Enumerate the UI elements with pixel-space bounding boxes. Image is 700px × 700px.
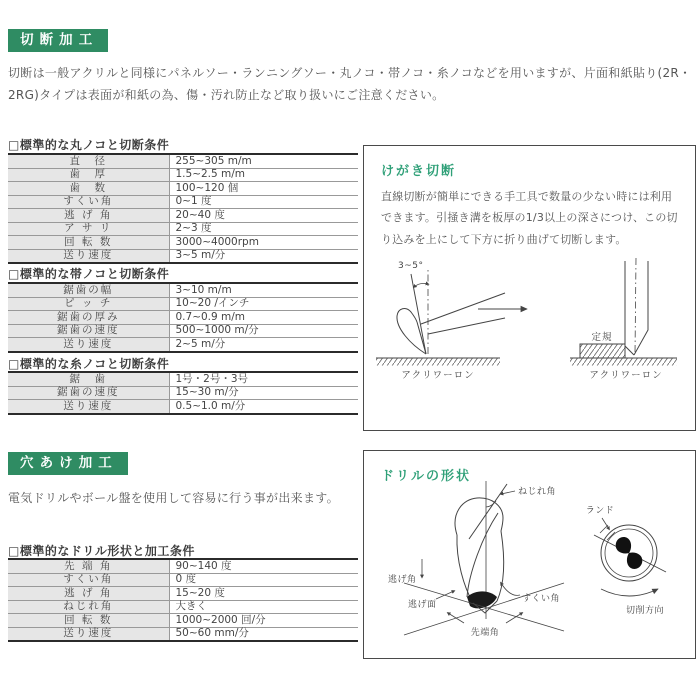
table-row bbox=[8, 236, 358, 250]
spec-label: 回 転 数 bbox=[8, 236, 169, 250]
table-row bbox=[8, 297, 358, 311]
section-badge-cutting: 切断加工 bbox=[8, 29, 108, 52]
table-title-circular-saw: □標準的な丸ノコと切断条件 bbox=[8, 138, 170, 152]
helix-angle-label: ねじれ角 bbox=[518, 487, 557, 497]
spec-value: 500~1000 m/分 bbox=[169, 324, 358, 338]
spec-label: 鋸歯の幅 bbox=[8, 283, 169, 297]
spec-value: 3~5 m/分 bbox=[169, 249, 358, 263]
spec-value: 15~20 度 bbox=[169, 587, 358, 601]
ruler-label: 定規 bbox=[591, 332, 613, 343]
spec-value: 1000~2000 回/分 bbox=[169, 614, 358, 628]
kegaki-cutting-box bbox=[363, 145, 696, 431]
table-row bbox=[8, 168, 358, 182]
spec-value: 1号・2号・3号 bbox=[169, 372, 358, 386]
spec-value: 大きく bbox=[169, 600, 358, 614]
ruler-cut-drawing bbox=[570, 258, 677, 366]
table-row bbox=[8, 614, 358, 628]
spec-label: 回 転 数 bbox=[8, 614, 169, 628]
table-row bbox=[8, 587, 358, 601]
table-row bbox=[8, 249, 358, 263]
material-label-right: アクリワーロン bbox=[589, 370, 663, 381]
spec-label: 送り速度 bbox=[8, 338, 169, 352]
spec-table-circular-saw bbox=[8, 153, 358, 264]
table-title-fret-saw: □標準的な糸ノコと切断条件 bbox=[8, 357, 170, 371]
table-row bbox=[8, 573, 358, 587]
spec-label: 歯 数 bbox=[8, 182, 169, 196]
spec-label: 鋸 歯 bbox=[8, 372, 169, 386]
table-row bbox=[8, 386, 358, 400]
spec-label: 歯 厚 bbox=[8, 168, 169, 182]
scribing-diagram bbox=[364, 146, 695, 430]
spec-label: 送り速度 bbox=[8, 627, 169, 641]
spec-value: 10~20 /インチ bbox=[169, 297, 358, 311]
land-label: ランド bbox=[585, 506, 615, 516]
spec-value: 100~120 個 bbox=[169, 182, 358, 196]
table-row bbox=[8, 195, 358, 209]
spec-value: 0.5~1.0 m/分 bbox=[169, 400, 358, 414]
drill-diagram bbox=[364, 451, 695, 658]
spec-table-band-saw bbox=[8, 282, 358, 353]
cutting-intro-text: 切断は一般アクリルと同様にパネルソー・ランニングソー・丸ノコ・帯ノコ・糸ノコなどを用いますが、片面和紙貼り(2R・2RG)タイプは表面が和紙の為、傷・汚れ防止など取り扱いにご注意ください。 bbox=[8, 66, 692, 102]
table-row bbox=[8, 627, 358, 641]
drill-cross-section-view bbox=[594, 518, 666, 596]
kegaki-box-body: 直線切断が簡単にできる手工具で数量の少ない時には利用できます。引掻き溝を板厚の1/3以上の深さにつけ、この切り込みを上にして下方に折り曲げて切断します。 bbox=[381, 190, 678, 246]
clearance-angle-label: 逃げ角 bbox=[388, 575, 417, 585]
spec-value: 20~40 度 bbox=[169, 209, 358, 223]
spec-label: すくい角 bbox=[8, 195, 169, 209]
table-row bbox=[8, 324, 358, 338]
spec-value: 1.5~2.5 m/m bbox=[169, 168, 358, 182]
table-row bbox=[8, 400, 358, 414]
table-row bbox=[8, 209, 358, 223]
spec-label: 鋸歯の速度 bbox=[8, 324, 169, 338]
spec-label: ピ ッ チ bbox=[8, 297, 169, 311]
spec-label: ねじれ角 bbox=[8, 600, 169, 614]
spec-value: 15~30 m/分 bbox=[169, 386, 358, 400]
table-row bbox=[8, 311, 358, 325]
table-row bbox=[8, 154, 358, 168]
spec-label: 鋸歯の厚み bbox=[8, 311, 169, 325]
drilling-intro-text: 電気ドリルやボール盤を使用して容易に行う事が出来ます。 bbox=[8, 491, 339, 505]
spec-label: 鋸歯の速度 bbox=[8, 386, 169, 400]
cutting-direction-label: 切削方向 bbox=[625, 606, 665, 616]
spec-value: 50~60 mm/分 bbox=[169, 627, 358, 641]
rake-angle-label: すくい角 bbox=[522, 594, 561, 604]
material-label-left: アクリワーロン bbox=[401, 370, 475, 381]
spec-value: 0 度 bbox=[169, 573, 358, 587]
spec-table-fret-saw bbox=[8, 371, 358, 415]
spec-value: 90~140 度 bbox=[169, 559, 358, 573]
spec-label: すくい角 bbox=[8, 573, 169, 587]
table-row bbox=[8, 600, 358, 614]
scribe-knife-drawing bbox=[376, 268, 527, 366]
table-row bbox=[8, 559, 358, 573]
table-title-drill: □標準的なドリル形状と加工条件 bbox=[8, 544, 195, 558]
table-row bbox=[8, 182, 358, 196]
spec-value: 2~5 m/分 bbox=[169, 338, 358, 352]
drill-side-view bbox=[404, 481, 564, 635]
point-angle-label: 先端角 bbox=[470, 628, 500, 638]
table-row bbox=[8, 222, 358, 236]
spec-value: 3000~4000rpm bbox=[169, 236, 358, 250]
spec-label: 逃 げ 角 bbox=[8, 587, 169, 601]
spec-label: 直 径 bbox=[8, 154, 169, 168]
clearance-face-label: 逃げ面 bbox=[408, 600, 437, 610]
table-title-band-saw: □標準的な帯ノコと切断条件 bbox=[8, 267, 170, 281]
spec-value: 0~1 度 bbox=[169, 195, 358, 209]
spec-value: 2~3 度 bbox=[169, 222, 358, 236]
spec-value: 3~10 m/m bbox=[169, 283, 358, 297]
kegaki-box-title: けがき切断 bbox=[381, 164, 457, 179]
table-row bbox=[8, 283, 358, 297]
section-badge-drilling: 穴あけ加工 bbox=[8, 452, 128, 475]
spec-label: 逃 げ 角 bbox=[8, 209, 169, 223]
drill-shape-box bbox=[363, 450, 696, 659]
spec-label: ア サ リ bbox=[8, 222, 169, 236]
spec-value: 0.7~0.9 m/m bbox=[169, 311, 358, 325]
scribe-angle-label: 3~5° bbox=[398, 261, 424, 271]
table-row bbox=[8, 372, 358, 386]
table-row bbox=[8, 338, 358, 352]
drill-box-title: ドリルの形状 bbox=[381, 469, 472, 484]
spec-label: 送り速度 bbox=[8, 249, 169, 263]
spec-label: 送り速度 bbox=[8, 400, 169, 414]
spec-value: 255~305 m/m bbox=[169, 154, 358, 168]
spec-label: 先 端 角 bbox=[8, 559, 169, 573]
spec-table-drill bbox=[8, 558, 358, 642]
